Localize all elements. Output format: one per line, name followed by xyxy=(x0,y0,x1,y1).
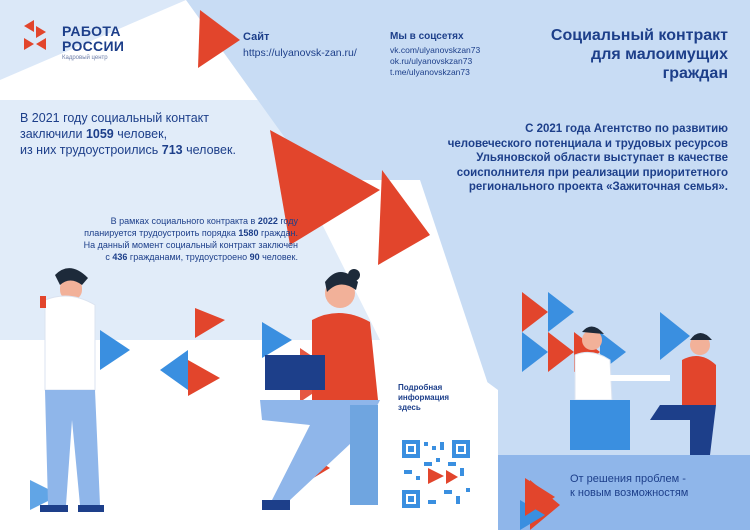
plan-2022-line2: планируется трудоустроить порядка 1580 граждан. xyxy=(84,228,298,238)
site-url-link[interactable]: https://ulyanovsk-zan.ru/ xyxy=(243,47,357,59)
stat-2021-line1: В 2021 году социальный контакт xyxy=(20,111,209,125)
employed-count: 713 xyxy=(161,143,183,157)
planned-count: 1580 xyxy=(238,228,259,238)
current-employed-count: 90 xyxy=(249,252,260,262)
motto xyxy=(570,472,740,500)
page-title xyxy=(478,26,728,83)
more-info-line3: здесь xyxy=(398,403,421,412)
plan-2022-line3: На данный момент социальный контракт заключен xyxy=(83,240,298,250)
stat-2021 xyxy=(20,110,300,158)
logo-subtitle: Кадровый центр xyxy=(62,55,108,61)
logo-title xyxy=(62,24,124,54)
qr-code xyxy=(398,436,474,512)
agency-line2: человеческого потенциала и трудовых ресурсов xyxy=(447,137,728,150)
agency-line5: регионального проекта «Зажиточная семья». xyxy=(468,181,728,193)
logo-title-line1: РАБОТА xyxy=(62,23,121,39)
page-title-line1: Социальный контракт xyxy=(550,27,728,44)
logo-title-line2: РОССИИ xyxy=(62,38,125,54)
plan-2022 xyxy=(40,215,298,263)
plan-2022-line4: с 436 гражданами, трудоустроено 90 человек. xyxy=(105,252,298,262)
stat-2021-line3: из них трудоустроились 713 человек. xyxy=(20,143,236,157)
social-links xyxy=(390,45,480,78)
current-contracts-count: 436 xyxy=(112,252,128,262)
agency-line1: С 2021 года Агентство по развитию xyxy=(525,123,728,135)
more-info-line2: информация xyxy=(398,393,450,402)
agency-line3: Ульяновской области выступает в качестве xyxy=(476,152,728,164)
social-heading: Мы в соцсетях xyxy=(390,31,464,42)
agency-line4: соисполнителя при реализации приоритетного xyxy=(456,166,728,179)
motto-line1: От решения проблем - xyxy=(570,473,686,485)
page-title-line2: для малоимущих xyxy=(591,46,728,63)
plan-2022-line1: В рамках социального контракта в 2022 году xyxy=(110,216,298,226)
social-link-ok[interactable]: ok.ru/ulyanovskzan73 xyxy=(390,56,473,66)
more-info-label xyxy=(398,383,468,413)
agency-paragraph xyxy=(383,122,728,195)
stat-2021-line2: заключили 1059 человек, xyxy=(20,127,168,141)
standing-person-illustration xyxy=(40,268,104,512)
site-heading: Сайт xyxy=(243,31,270,43)
page-title-line3: граждан xyxy=(662,65,728,82)
more-info-line1: Подробная xyxy=(398,383,443,392)
social-link-vk[interactable]: vk.com/ulyanovskzan73 xyxy=(390,45,481,55)
contracts-count: 1059 xyxy=(85,127,114,141)
social-link-telegram[interactable]: t.me/ulyanovskzan73 xyxy=(390,67,470,77)
motto-line2: к новым возможностям xyxy=(570,487,689,499)
plan-year: 2022 xyxy=(257,216,278,226)
